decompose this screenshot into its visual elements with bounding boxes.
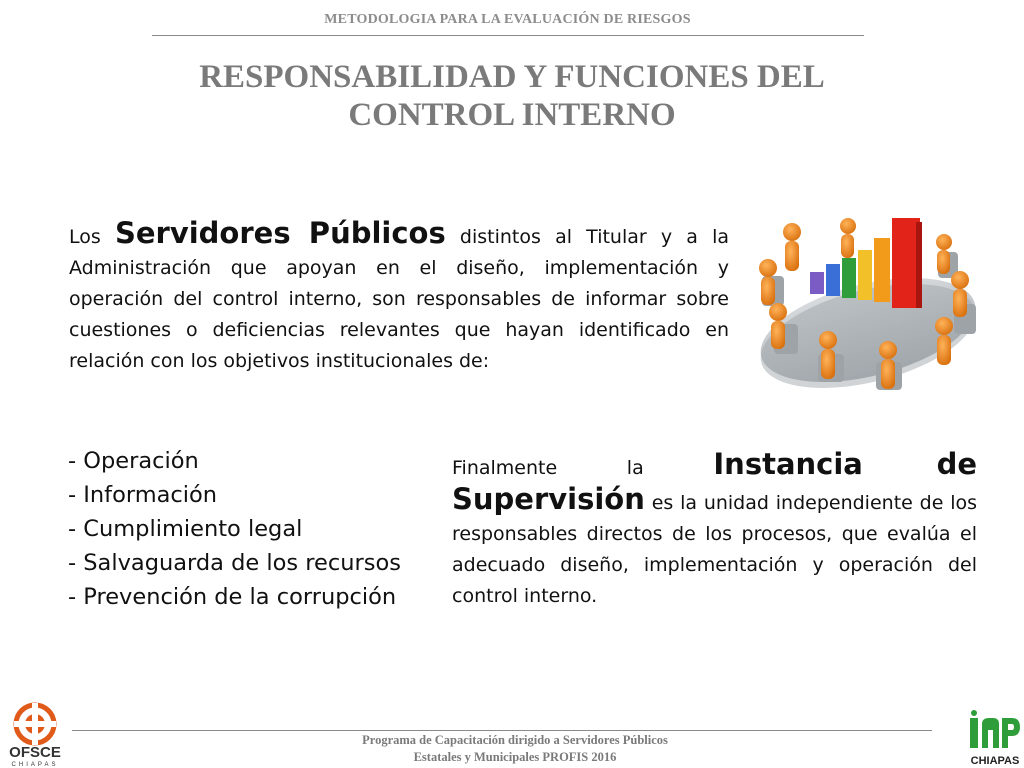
list-item: - Cumplimiento legal [68,516,303,542]
title-line-2: CONTROL INTERNO [348,97,676,133]
slide-title [140,58,884,134]
list-item: - Salvaguarda de los recursos [68,550,401,576]
list-item: - Prevención de la corrupción [68,584,397,610]
paragraph-prefix: Finalmente la [452,457,644,479]
footer-line-1: Programa de Capacitación dirigido a Servidores Públicos [362,733,668,747]
header-divider [152,35,864,36]
iap-logo-subtitle: CHIAPAS [970,755,1020,767]
paragraph-body: es la unidad independiente de los responsables directos de los procesos, que evalúa el adecuado diseño, implementación y operación del control interno. [452,492,977,607]
ofsce-logo-subtitle: CHIAPAS [11,762,59,768]
list-item: - Información [68,482,218,508]
slide-header: METODOLOGIA PARA LA EVALUACIÓN DE RIESGOS [324,12,691,27]
objectives-list [68,444,438,614]
meeting-bar-chart-icon [748,212,992,402]
servidores-highlight: Servidores Públicos [114,216,446,250]
title-line-1: RESPONSABILIDAD Y FUNCIONES DEL [199,59,825,95]
supervision-paragraph [452,449,977,612]
footer-divider [72,730,932,731]
paragraph-prefix: Los [69,226,101,248]
supervision-highlight: Instancia de Supervisión [452,447,977,516]
ofsce-logo-name: OFSCE [9,744,61,761]
footer-line-2: Estatales y Municipales PROFIS 2016 [413,750,617,764]
iap-logo [962,710,1024,768]
paragraph-body: distintos al Titular y a la Administración que apoyan en el diseño, implementación y operación del control interno, son responsables de informar sobre cuestiones o deficiencias relevantes que hayan identificado en relación con los objetivos institucionales de: [69,226,730,372]
slide-footer [300,732,730,766]
ofsce-logo [2,700,68,768]
list-item: - Operación [68,448,199,474]
servidores-paragraph [69,218,729,377]
